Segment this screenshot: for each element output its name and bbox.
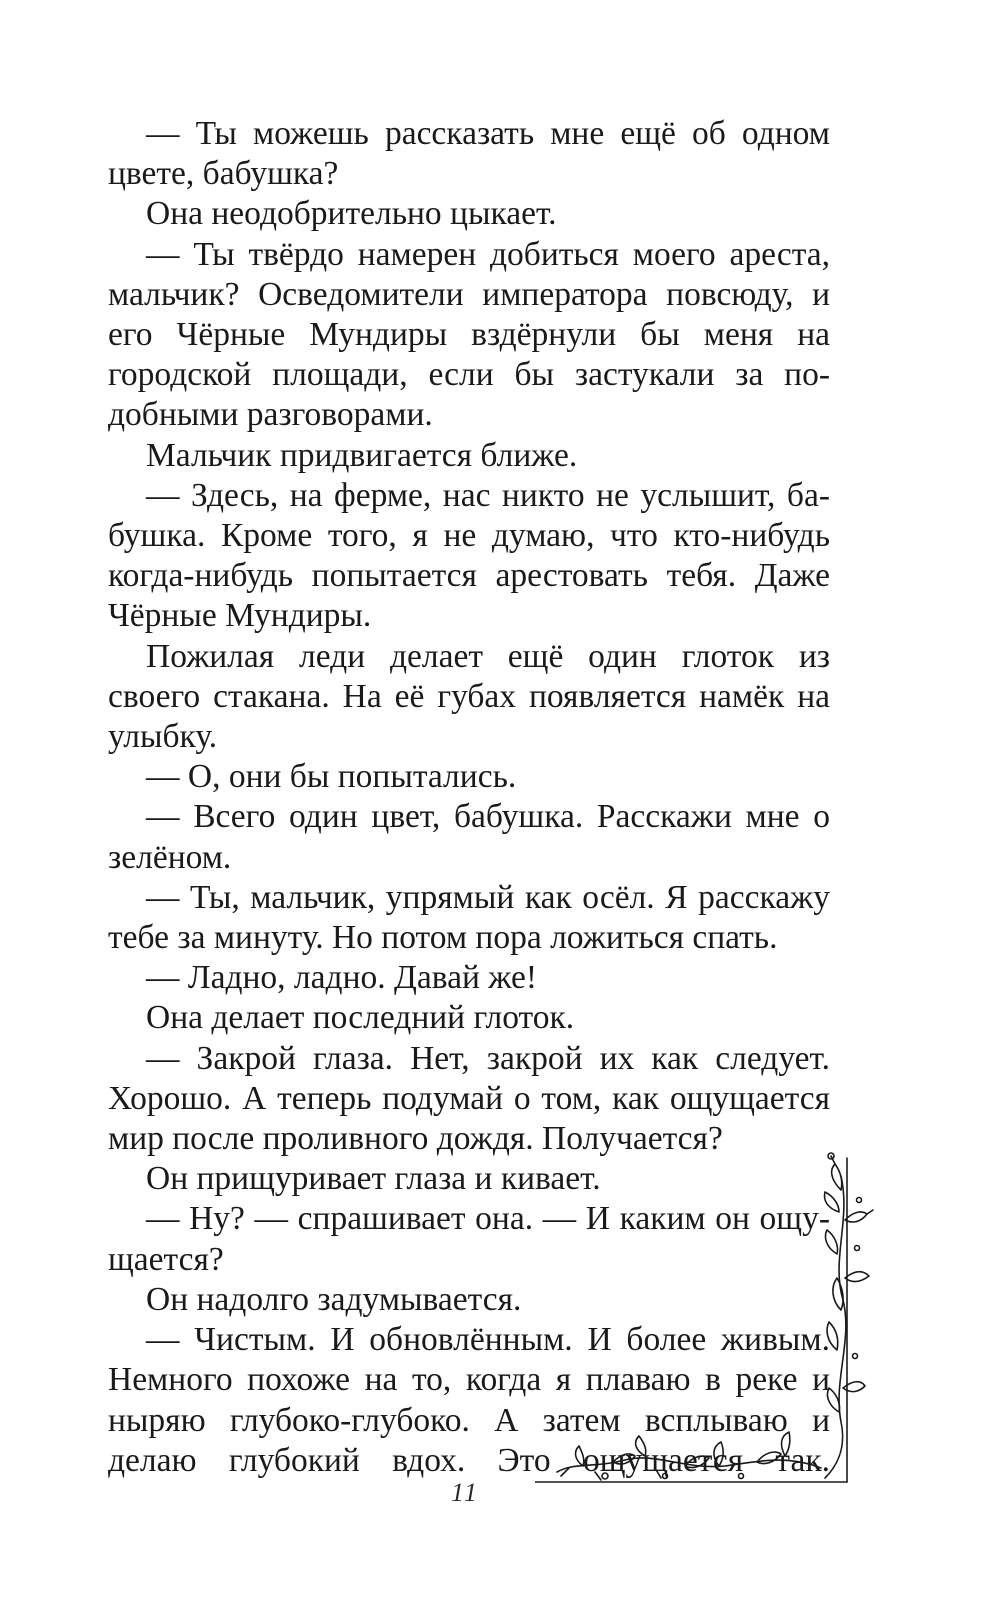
paragraph: Он прищуривает глаза и кивает. — [146, 1160, 601, 1198]
floral-corner-vine-icon — [535, 1150, 875, 1512]
paragraph: — Здесь, на ферме, нас никто не услышит, бабушка. Кроме того, я не думаю, что кто-нибудь когда-нибудь попытается арестовать тебя. Даже Чёрные Мундиры. — [108, 476, 830, 635]
paragraph: — Ты можешь рассказать мне ещё об одном цвете, бабушка? — [108, 115, 830, 193]
paragraph: — О, они бы попытались. — [146, 758, 517, 796]
paragraph: — Ладно, ладно. Давай же! — [146, 959, 537, 997]
paragraph: Она неодобрительно цыкает. — [146, 195, 557, 233]
paragraph: Он надолго задумывается. — [146, 1280, 522, 1318]
paragraph: — Закрой глаза. Нет, закрой их как следует. Хорошо. А теперь подумай о том, как ощущается мир после проливного дождя. Получается? — [108, 1039, 830, 1158]
paragraph: — Ты, мальчик, упрямый как осёл. Я расскажу тебе за минуту. Но потом пора ложиться спать. — [108, 878, 830, 957]
paragraph: — Чистым. И обновлённым. И более живым. Немного похоже на то, когда я плаваю в реке и ныряю глубоко-глубоко. А затем всплываю и делаю глубокий вдох. Это ощущается так. — [108, 1321, 830, 1479]
paragraph: — Всего один цвет, бабушка. Расскажи мне о зелёном. — [108, 798, 830, 876]
page-number: 11 — [450, 1478, 480, 1507]
paragraph: Она делает последний глоток. — [146, 999, 575, 1037]
paragraph: — Ты твёрдо намерен добиться моего ареста, мальчик? Осведомители императора повсюду, и его Чёрные Мундиры вздёрнули бы меня на городской площади, если бы застукали за подобными разговорами. — [108, 235, 830, 434]
paragraph: Пожилая леди делает ещё один глоток из своего стакана. На её губах появляется намёк на улыбку. — [108, 637, 830, 756]
paragraph: Мальчик придвигается ближе. — [146, 436, 578, 474]
paragraph: — Ну? — спрашивает она. — И каким он ощущается? — [108, 1200, 830, 1278]
